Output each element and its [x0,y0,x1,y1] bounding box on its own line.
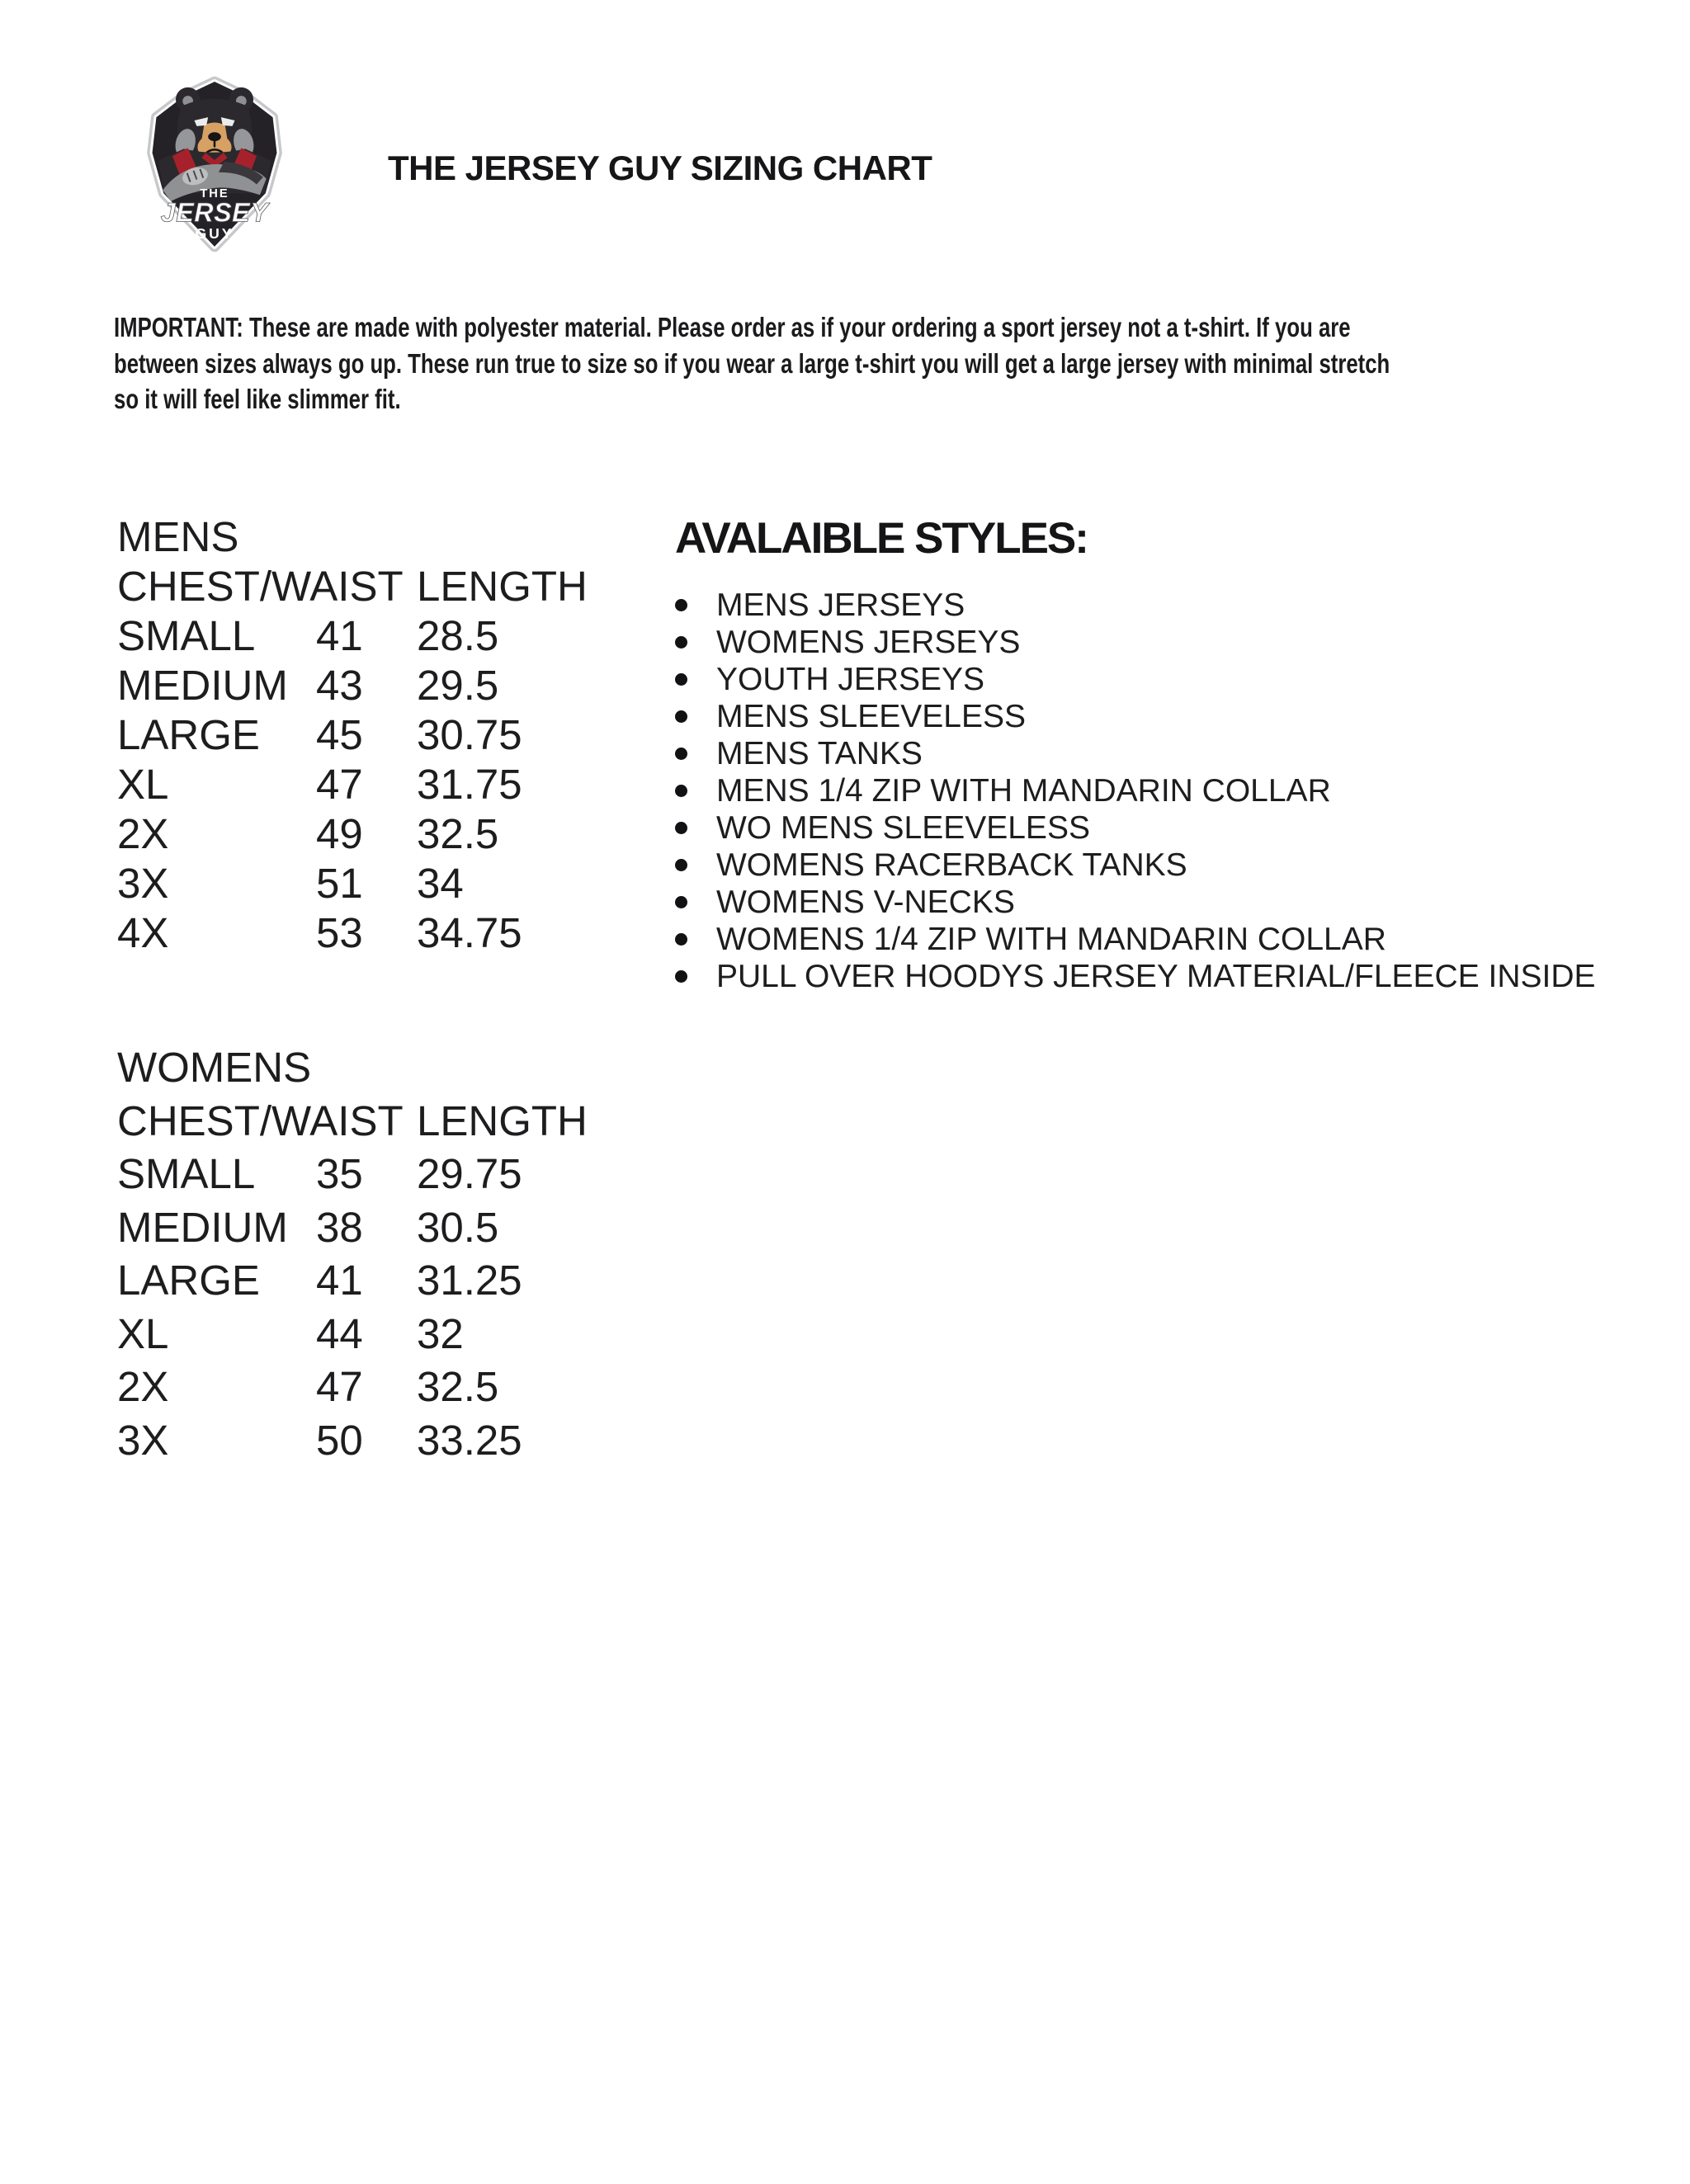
size-cell: XL [117,761,169,808]
size-table-row [117,1414,588,1468]
available-styles-heading: AVALAIBLE STYLES: [675,514,1088,563]
size-cell: 3X [117,860,169,907]
important-note-line: so it will feel like slimmer fit. [114,384,401,414]
bullet-icon [675,748,687,760]
length-cell: 30.5 [417,1203,499,1251]
style-label: WO MENS SLEEVELESS [716,810,1090,846]
length-cell: 34 [417,860,464,907]
style-list-item [675,772,1596,809]
size-table-row [117,1308,588,1361]
womens-size-table [117,1041,588,1467]
style-list-item [675,735,1596,772]
jersey-guy-logo [134,70,295,255]
length-cell: 34.75 [417,909,522,956]
length-cell: 31.75 [417,761,522,808]
womens-table-rows [117,1148,588,1467]
size-cell: LARGE [117,711,260,758]
chest-cell: 51 [316,860,363,907]
chest-cell: 35 [316,1150,363,1197]
chest-waist-column-header: CHEST/WAIST [117,1097,404,1144]
bullet-icon [675,785,687,797]
size-table-row [117,1148,588,1201]
bullet-icon [675,599,687,611]
size-table-row [117,859,588,908]
length-cell: 28.5 [417,612,499,659]
style-label: MENS JERSEYS [716,587,965,623]
size-cell: SMALL [117,612,256,659]
womens-section-title: WOMENS [117,1044,312,1091]
chest-cell: 41 [316,1257,363,1304]
length-cell: 30.75 [417,711,522,758]
chest-cell: 41 [316,612,363,659]
style-list-item [675,958,1596,995]
style-label: WOMENS RACERBACK TANKS [716,847,1187,883]
bullet-icon [675,636,687,649]
size-table-row [117,1201,588,1255]
chest-cell: 50 [316,1416,363,1464]
size-cell: LARGE [117,1257,260,1304]
important-note-line: IMPORTANT: These are made with polyester material. Please order as if your ordering a sport jersey not a t-shirt. If you are [114,312,1351,342]
length-cell: 29.5 [417,662,499,709]
length-cell: 32.5 [417,810,499,857]
style-list-item [675,624,1596,661]
chest-cell: 53 [316,909,363,956]
style-label: WOMENS V-NECKS [716,884,1015,920]
available-styles-list [675,587,1596,995]
bullet-icon [675,673,687,686]
size-table-row [117,710,588,760]
length-column-header: LENGTH [417,563,588,610]
style-label: MENS TANKS [716,736,923,771]
style-list-item [675,809,1596,847]
size-table-row [117,661,588,710]
style-label: PULL OVER HOODYS JERSEY MATERIAL/FLEECE INSIDE [716,959,1596,994]
style-label: WOMENS 1/4 ZIP WITH MANDARIN COLLAR [716,922,1386,957]
mens-size-table [117,512,588,958]
length-cell: 31.25 [417,1257,522,1304]
length-cell: 33.25 [417,1416,522,1464]
style-list-item [675,587,1596,624]
chest-cell: 47 [316,1363,363,1410]
size-cell: 2X [117,1363,169,1410]
style-list-item [675,884,1596,921]
page-title: THE JERSEY GUY SIZING CHART [388,149,932,187]
bullet-icon [675,859,687,871]
chest-waist-column-header: CHEST/WAIST [117,563,404,610]
size-table-row [117,908,588,958]
length-cell: 32.5 [417,1363,499,1410]
size-cell: MEDIUM [117,662,288,709]
size-table-row [117,1254,588,1308]
size-table-row [117,760,588,809]
important-note [114,309,1390,417]
size-cell: SMALL [117,1150,256,1197]
length-cell: 32 [417,1309,464,1357]
mens-section-title: MENS [117,513,239,560]
mens-table-header [117,562,588,611]
style-list-item [675,921,1596,958]
style-label: MENS SLEEVELESS [716,699,1026,734]
size-cell: XL [117,1309,169,1357]
size-cell: 2X [117,810,169,857]
logo-text-guy: GUY [195,225,234,243]
size-cell: 3X [117,1416,169,1464]
style-label: MENS 1/4 ZIP WITH MANDARIN COLLAR [716,773,1331,809]
size-cell: 4X [117,909,169,956]
style-list-item [675,661,1596,698]
chest-cell: 49 [316,810,363,857]
size-table-row [117,1361,588,1414]
style-label: WOMENS JERSEYS [716,625,1021,660]
chest-cell: 47 [316,761,363,808]
mens-table-rows [117,611,588,958]
logo-text-the: THE [200,187,229,201]
size-table-row [117,611,588,661]
length-column-header: LENGTH [417,1097,588,1144]
bear-mascot-icon [134,70,295,255]
chest-cell: 45 [316,711,363,758]
size-cell: MEDIUM [117,1203,288,1251]
bullet-icon [675,896,687,908]
chest-cell: 44 [316,1309,363,1357]
bullet-icon [675,970,687,983]
chest-cell: 43 [316,662,363,709]
length-cell: 29.75 [417,1150,522,1197]
bullet-icon [675,710,687,723]
style-label: YOUTH JERSEYS [716,662,985,697]
womens-table-header [117,1095,588,1149]
size-table-row [117,809,588,859]
chest-cell: 38 [316,1203,363,1251]
style-list-item [675,698,1596,735]
bullet-icon [675,933,687,946]
style-list-item [675,847,1596,884]
logo-text-jersey: JERSEY [160,197,269,228]
important-note-line: between sizes always go up. These run true to size so if you wear a large t-shirt you will get a large jersey with minimal stretch [114,347,1390,379]
bullet-icon [675,822,687,834]
